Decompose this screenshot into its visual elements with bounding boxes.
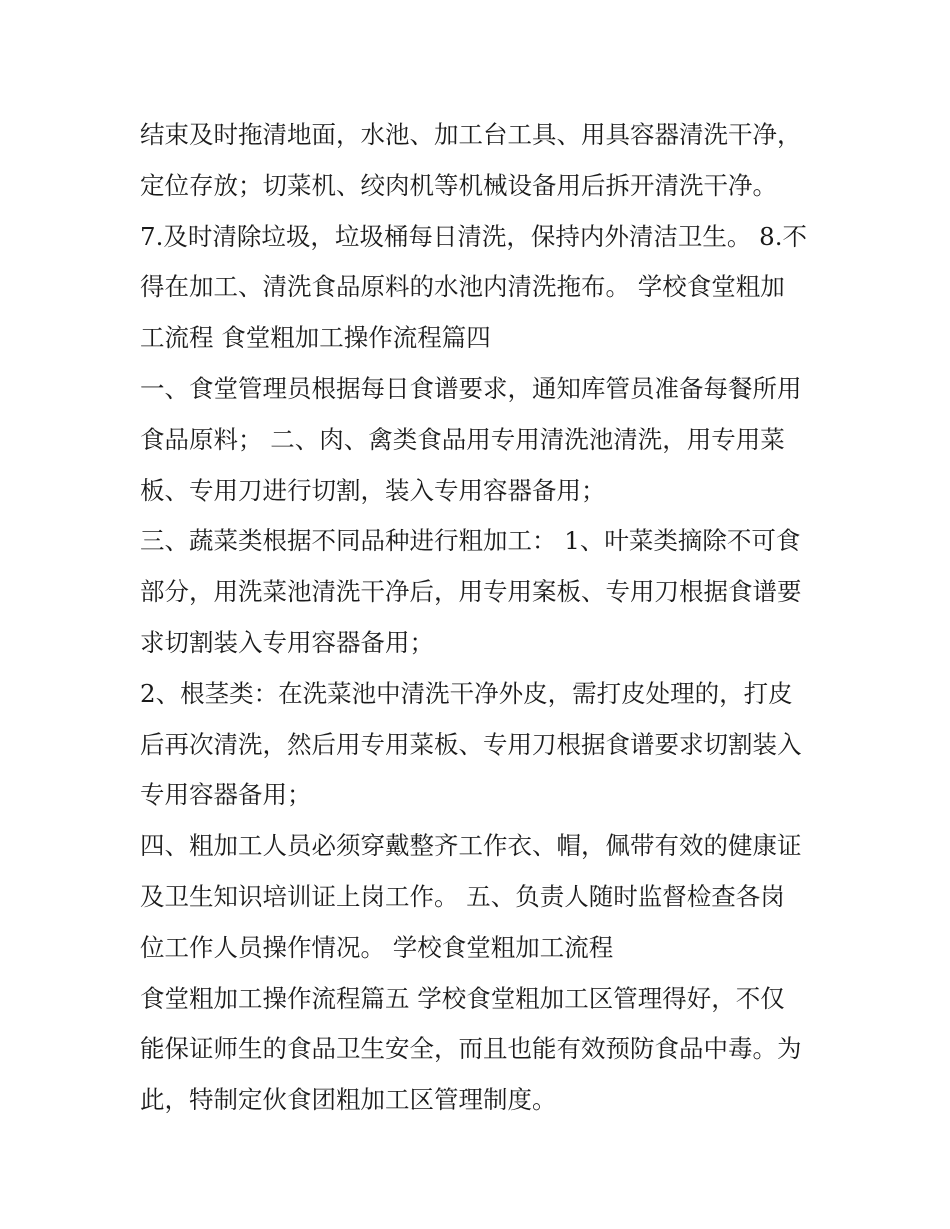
text-line: 7.及时清除垃圾，垃圾桶每日清洗，保持内外清洁卫生。 8.不 <box>140 221 808 251</box>
text-line: 结束及时拖清地面，水池、加工台工具、用具容器清洗干净， <box>140 120 802 149</box>
text-line: 能保证师生的食品卫生安全，而且也能有效预防食品中毒。为 <box>140 1034 802 1064</box>
text-line: 后再次清洗，然后用专用菜板、专用刀根据食谱要求切割装入 <box>140 729 802 759</box>
text-line: 板、专用刀进行切割，装入专用容器备用； <box>140 475 606 505</box>
document-body <box>140 110 820 1126</box>
text-line: 得在加工、清洗食品原料的水池内清洗拖布。 学校食堂粗加 <box>140 272 785 302</box>
text-line: 求切割装入专用容器备用； <box>140 627 434 657</box>
text-line: 此，特制定伙食团粗加工区管理制度。 <box>140 1085 557 1115</box>
text-line: 一、食堂管理员根据每日食谱要求，通知库管员准备每餐所用 <box>140 373 802 403</box>
text-line: 四、粗加工人员必须穿戴整齐工作衣、帽，佩带有效的健康证 <box>140 831 802 861</box>
text-line: 三、蔬菜类根据不同品种进行粗加工： 1、叶菜类摘除不可食 <box>140 526 801 556</box>
text-line: 部分，用洗菜池清洗干净后，用专用案板、专用刀根据食谱要 <box>140 577 802 607</box>
text-line: 及卫生知识培训证上岗工作。 五、负责人随时监督检查各岗 <box>140 881 785 911</box>
text-line: 工流程 食堂粗加工操作流程篇四 <box>140 323 491 353</box>
text-line: 食堂粗加工操作流程篇五 学校食堂粗加工区管理得好，不仅 <box>140 983 785 1013</box>
text-line: 食品原料； 二、肉、禽类食品用专用清洗池清洗，用专用菜 <box>140 424 785 454</box>
text-line: 2、根茎类：在洗菜池中清洗干净外皮，需打皮处理的，打皮 <box>140 678 793 708</box>
text-line: 定位存放；切菜机、绞肉机等机械设备用后拆开清洗干净。 <box>140 170 777 200</box>
text-line: 位工作人员操作情况。 学校食堂粗加工流程 <box>140 932 614 962</box>
text-line: 专用容器备用； <box>140 780 312 810</box>
